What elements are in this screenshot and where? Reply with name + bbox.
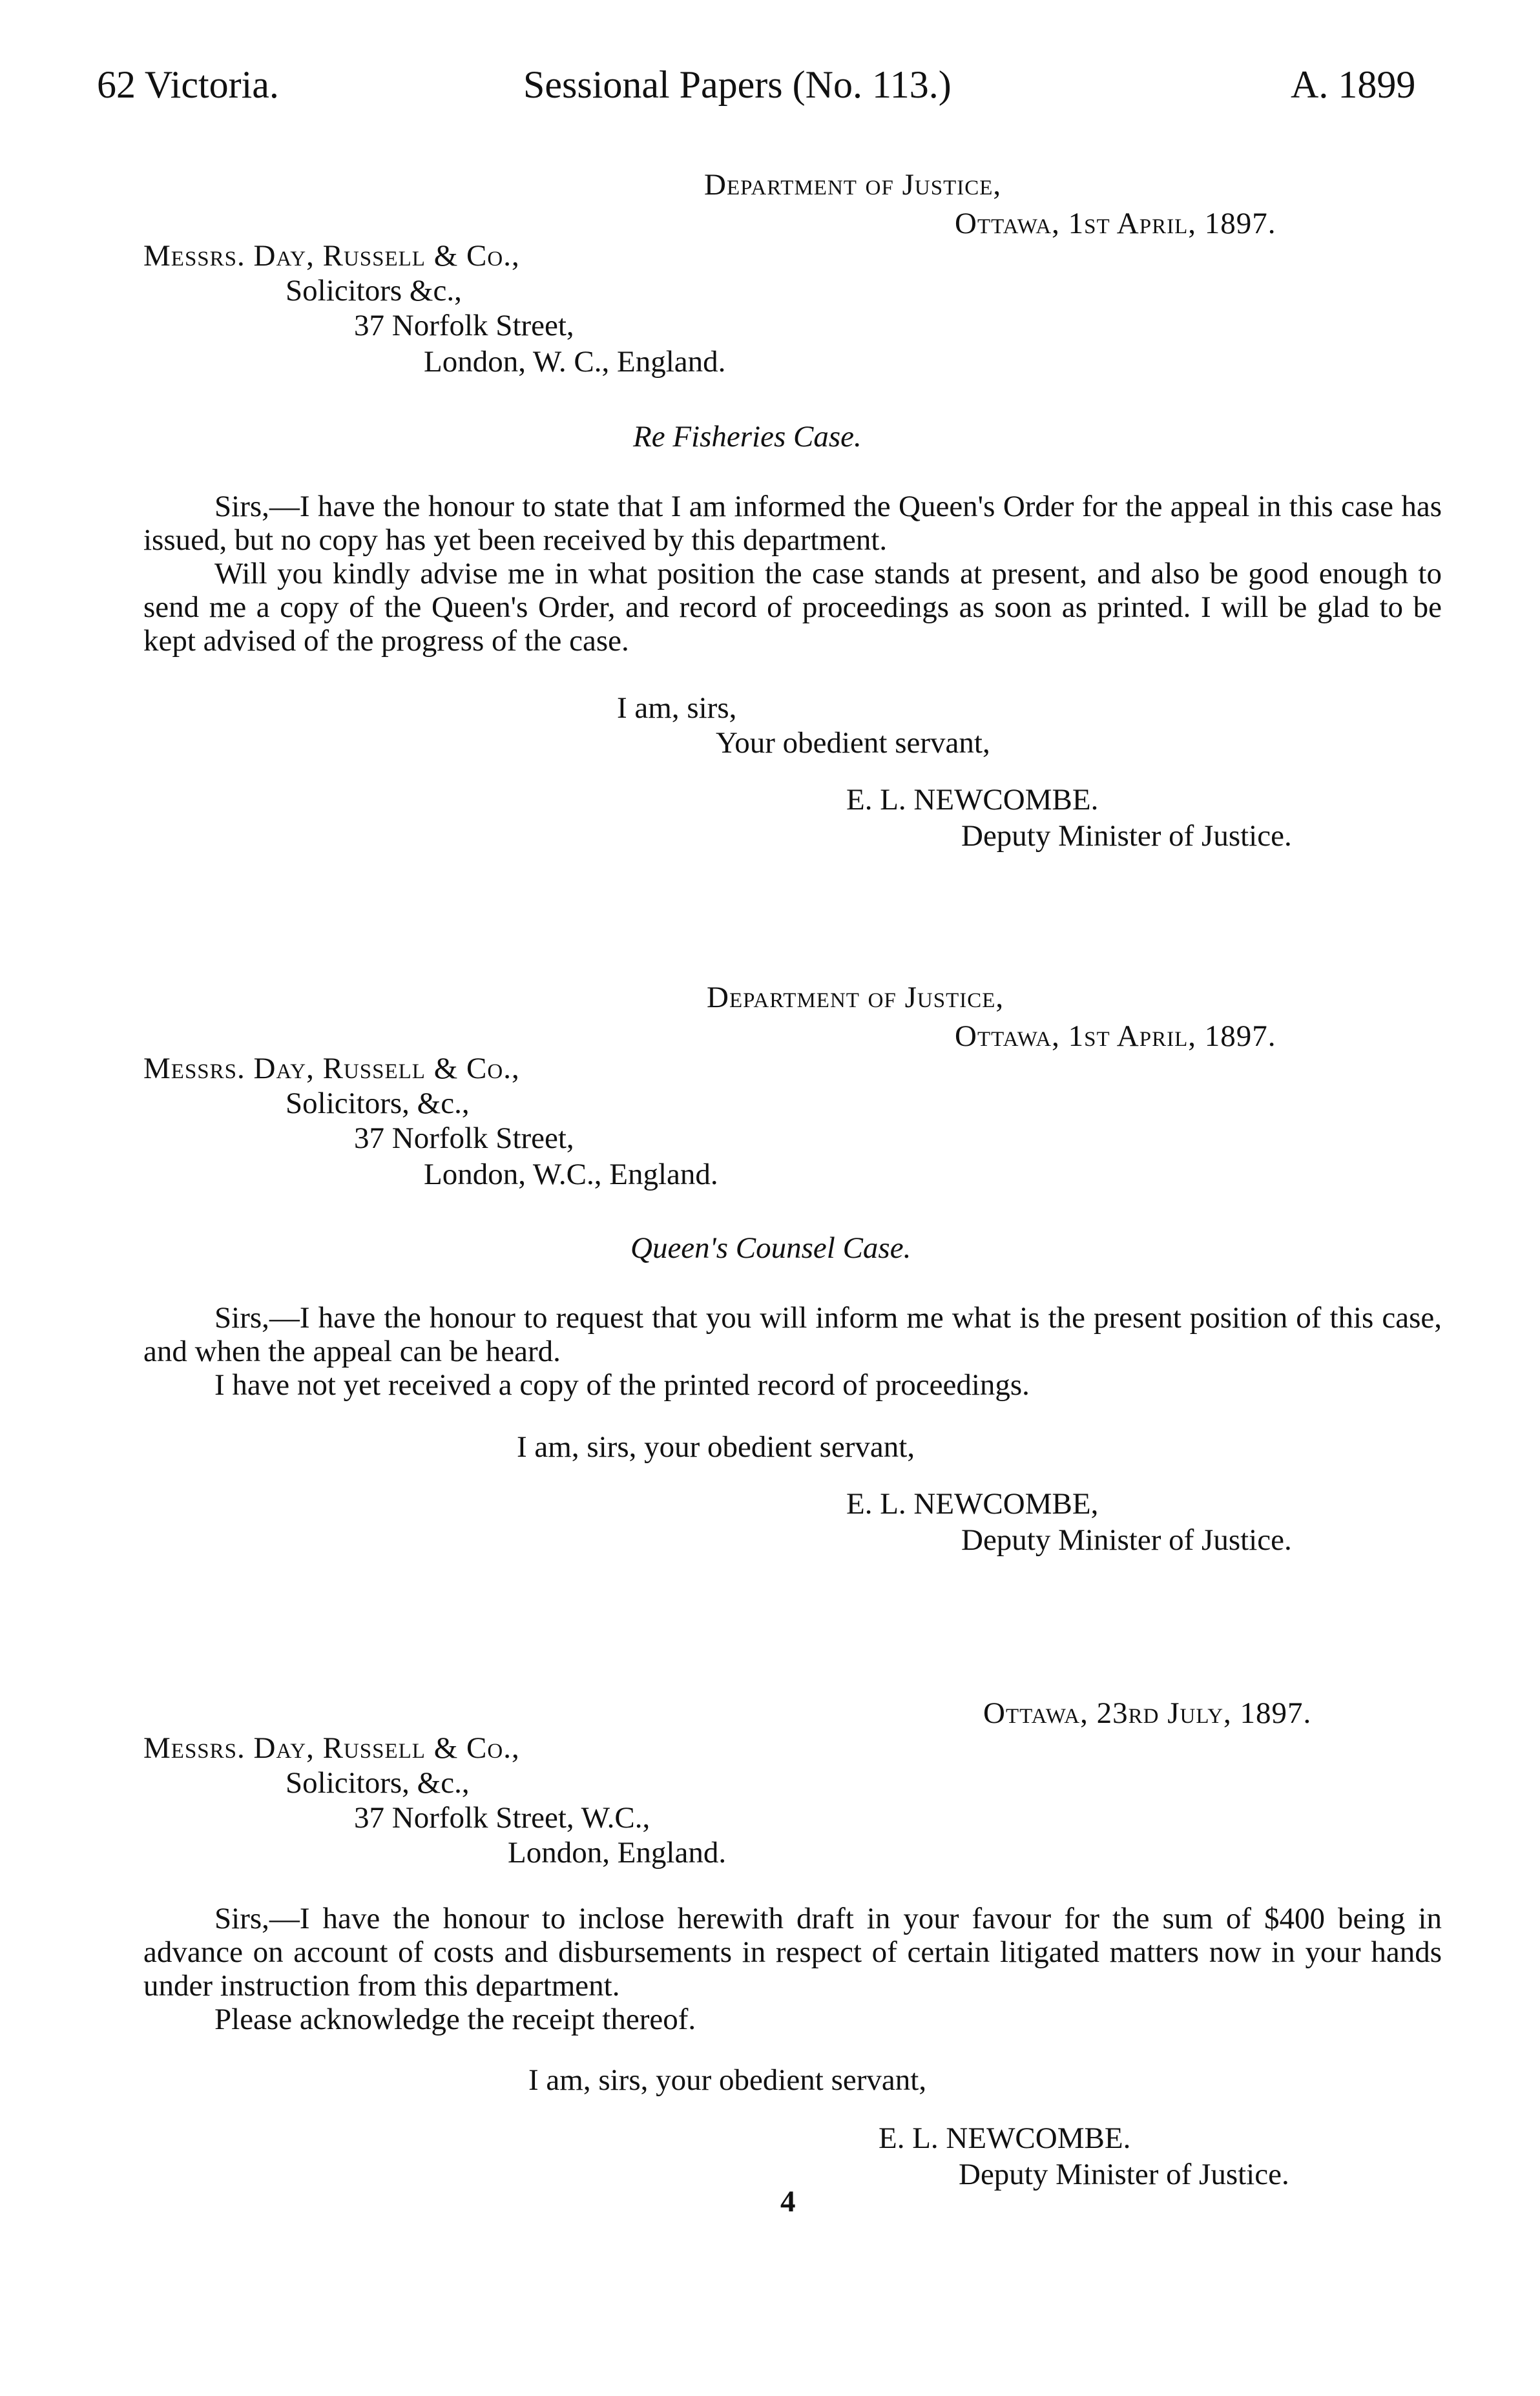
letter-3-closing: I am, sirs, your obedient servant,	[528, 2063, 927, 2097]
letter-1-paragraph-1: Sirs,—I have the honour to state that I am informed the Queen's Order for the appeal in this case has issued, but no copy has yet been received by this department.	[143, 490, 1442, 557]
letter-1-addressee-text: Messrs. Day, Russell & Co.,	[143, 239, 520, 273]
letter-2-subject: Queen's Counsel Case.	[630, 1231, 911, 1265]
letter-2-addressee-text: Messrs. Day, Russell & Co.,	[143, 1052, 520, 1085]
letter-1-body	[143, 490, 1442, 658]
letter-3-addressee-text: Messrs. Day, Russell & Co.,	[143, 1731, 520, 1765]
letter-3-addressee	[143, 1730, 520, 1766]
letter-2-paragraph-2: I have not yet received a copy of the printed record of proceedings.	[214, 1368, 1030, 1402]
letter-3-body	[143, 1902, 1442, 2036]
letter-1-address-line-2: 37 Norfolk Street,	[354, 309, 574, 342]
letter-1-signer: E. L. NEWCOMBE.	[846, 783, 1099, 817]
letter-1-place-date-text: Ottawa, 1st April, 1897.	[955, 207, 1276, 240]
letter-3-signer-title: Deputy Minister of Justice.	[959, 2158, 1289, 2191]
letter-2-place-date	[955, 1018, 1276, 1054]
letter-1-place-date	[955, 205, 1276, 242]
running-header-right: A. 1899	[1291, 63, 1416, 106]
letter-2-address-line-3: London, W.C., England.	[424, 1158, 718, 1191]
letter-3-address-line-1: Solicitors, &c.,	[286, 1766, 470, 1800]
letter-2-body	[143, 1301, 1442, 1402]
letter-2-address-line-2: 37 Norfolk Street,	[354, 1121, 574, 1155]
letter-2-paragraph-1: Sirs,—I have the honour to request that you will inform me what is the present position of this case, and when the appeal can be heard.	[143, 1301, 1442, 1368]
letter-1-paragraph-2: Will you kindly advise me in what position the case stands at present, and also be good enough to send me a copy of the Queen's Order, and record of proceedings as soon as printed. I will be glad to be kept advised of the progress of the case.	[143, 557, 1442, 658]
page-number: 4	[780, 2185, 796, 2218]
letter-2-addressee	[143, 1050, 520, 1087]
letter-3-paragraph-2: Please acknowledge the receipt thereof.	[214, 2003, 696, 2036]
letter-1-address-line-1: Solicitors &c.,	[286, 274, 462, 307]
letter-1-address-line-3: London, W. C., England.	[424, 345, 726, 379]
running-header-center: Sessional Papers (No. 113.)	[523, 63, 952, 106]
letter-3-address-line-2: 37 Norfolk Street, W.C.,	[354, 1801, 650, 1835]
letter-3-place-date-text: Ottawa, 23rd July, 1897.	[983, 1696, 1312, 1730]
letter-2-signer: E. L. NEWCOMBE,	[846, 1487, 1099, 1521]
letter-1-subject: Re Fisheries Case.	[633, 420, 862, 453]
letter-1-closing-2: Your obedient servant,	[716, 726, 990, 760]
letter-2-place-date-text: Ottawa, 1st April, 1897.	[955, 1019, 1276, 1053]
letter-1-addressee	[143, 238, 520, 274]
letter-2-signer-title: Deputy Minister of Justice.	[961, 1523, 1292, 1557]
letter-3-address-line-3: London, England.	[508, 1836, 727, 1870]
letter-3-place-date	[983, 1695, 1311, 1731]
letter-3-signer: E. L. NEWCOMBE.	[879, 2121, 1131, 2155]
letter-1-department: Department of Justice,	[704, 168, 1002, 202]
letter-2-department: Department of Justice,	[707, 981, 1004, 1014]
letter-3-paragraph-1: Sirs,—I have the honour to inclose herewith draft in your favour for the sum of $400 being in advance on account of costs and disbursements in respect of certain litigated matters now in your hands under instruction from this department.	[143, 1902, 1442, 2003]
letter-1-closing-1: I am, sirs,	[617, 691, 737, 725]
letter-2-address-line-1: Solicitors, &c.,	[286, 1087, 470, 1120]
letter-1-signer-title: Deputy Minister of Justice.	[961, 819, 1292, 853]
letter-2-closing: I am, sirs, your obedient servant,	[517, 1430, 915, 1464]
running-header-left: 62 Victoria.	[97, 63, 279, 106]
